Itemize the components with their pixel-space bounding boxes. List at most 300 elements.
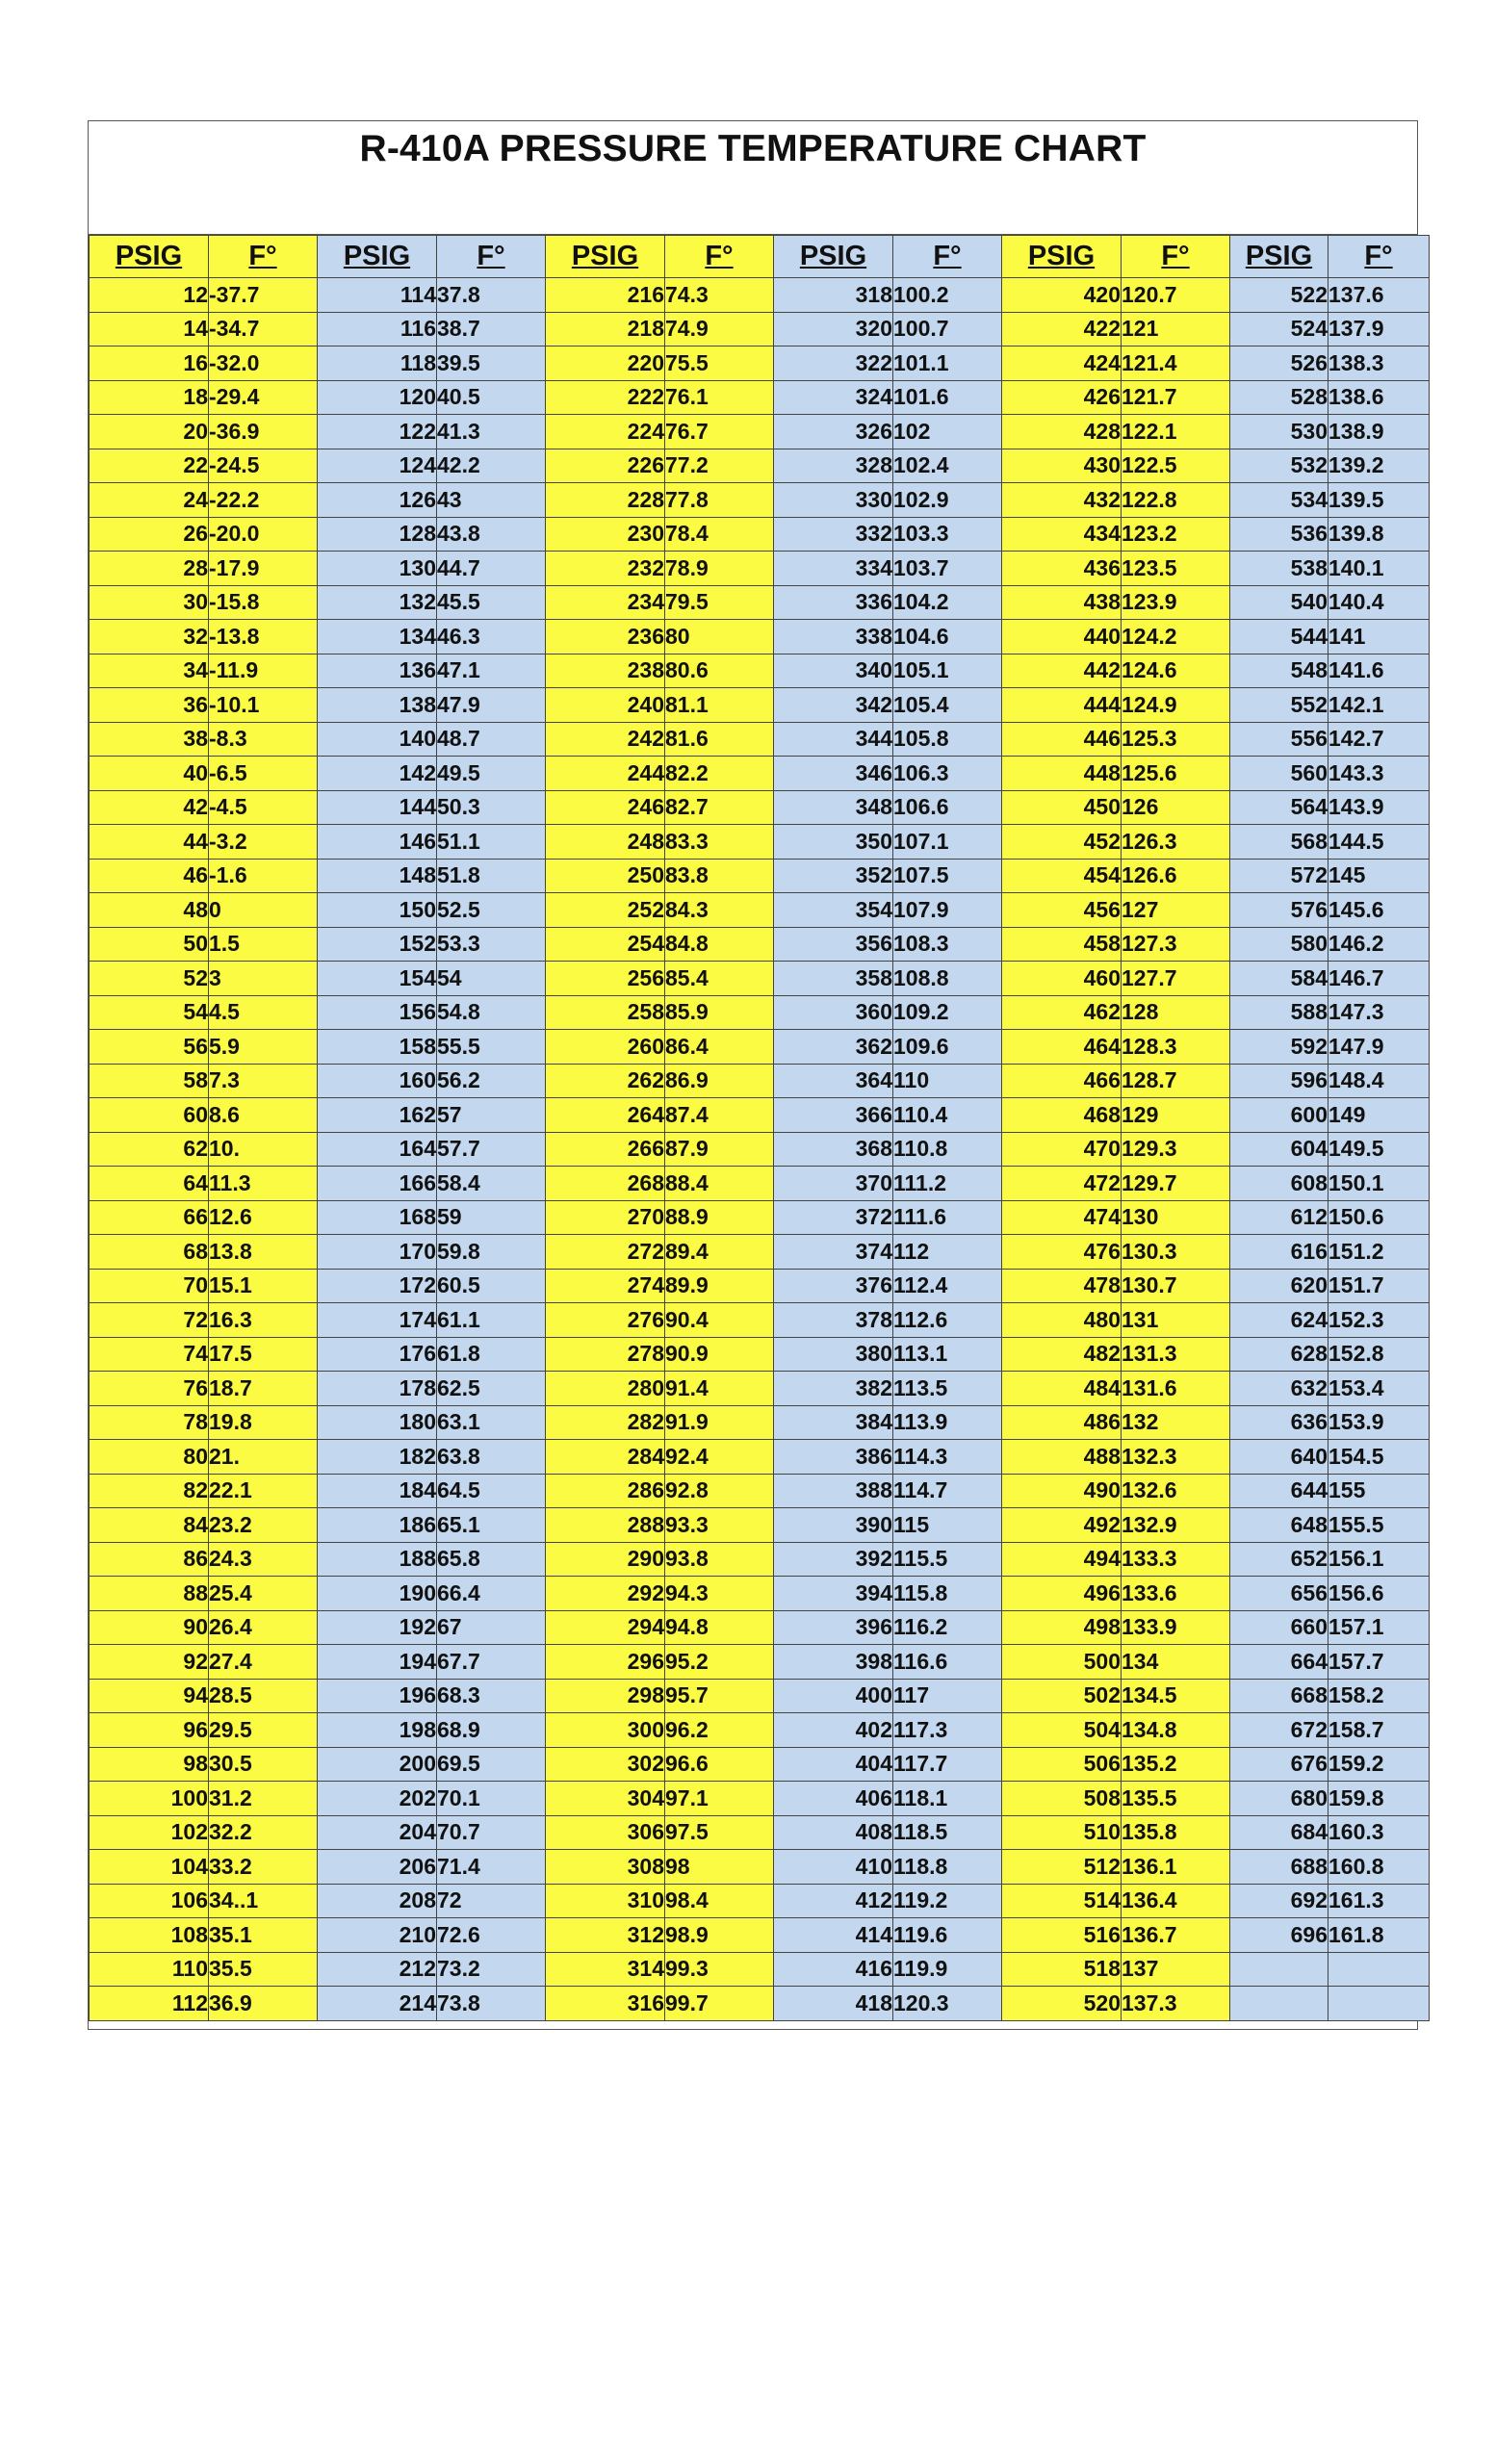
psig-cell: 592 [1230,1030,1328,1065]
psig-cell: 74 [90,1337,209,1372]
temperature-cell: 4.5 [209,995,318,1030]
table-row [90,517,1430,552]
psig-cell: 504 [1002,1713,1122,1748]
psig-cell: 660 [1230,1610,1328,1645]
table-row [90,1200,1430,1235]
psig-cell: 572 [1230,859,1328,893]
psig-cell: 140 [318,722,437,757]
temperature-cell: 25.4 [209,1577,318,1611]
temperature-cell: 31.2 [209,1782,318,1816]
temperature-cell: 129 [1122,1098,1230,1133]
temperature-cell: 132.9 [1122,1508,1230,1543]
psig-cell: 138 [318,688,437,723]
psig-cell: 480 [1002,1303,1122,1338]
psig-cell: 98 [90,1747,209,1782]
table-row [90,1918,1430,1953]
temperature-header: F° [665,236,774,278]
table-row [90,1850,1430,1885]
temperature-cell: 41.3 [437,415,546,449]
table-row [90,1782,1430,1816]
temperature-cell: 116.2 [893,1610,1002,1645]
temperature-cell: 153.4 [1328,1372,1430,1406]
psig-cell: 496 [1002,1577,1122,1611]
psig-cell: 210 [318,1918,437,1953]
table-body [90,278,1430,2021]
temperature-cell: 130 [1122,1200,1230,1235]
psig-cell: 162 [318,1098,437,1133]
temperature-cell: 105.8 [893,722,1002,757]
temperature-cell [1328,1987,1430,2021]
psig-cell: 154 [318,962,437,996]
psig-cell: 134 [318,620,437,654]
temperature-cell: 121 [1122,312,1230,346]
temperature-cell: 161.3 [1328,1884,1430,1918]
psig-cell: 116 [318,312,437,346]
psig-cell: 368 [774,1132,893,1167]
psig-cell: 310 [546,1884,665,1918]
psig-cell: 142 [318,757,437,791]
table-row [90,449,1430,483]
temperature-cell: 124.9 [1122,688,1230,723]
psig-cell: 78 [90,1405,209,1440]
temperature-cell: 103.7 [893,552,1002,586]
psig-cell: 588 [1230,995,1328,1030]
temperature-cell: 15.1 [209,1269,318,1303]
temperature-cell: -22.2 [209,483,318,518]
psig-cell: 192 [318,1610,437,1645]
temperature-cell: 147.3 [1328,995,1430,1030]
temperature-cell: 10. [209,1132,318,1167]
psig-cell: 350 [774,825,893,860]
psig-cell: 72 [90,1303,209,1338]
temperature-cell: 80.6 [665,654,774,688]
temperature-cell: 28.5 [209,1679,318,1713]
temperature-cell: 112 [893,1235,1002,1270]
temperature-cell: 161.8 [1328,1918,1430,1953]
table-row [90,1474,1430,1508]
psig-cell: 64 [90,1167,209,1201]
psig-cell: 420 [1002,278,1122,313]
temperature-cell: 127.3 [1122,927,1230,962]
psig-cell: 52 [90,962,209,996]
psig-cell: 148 [318,859,437,893]
table-row [90,585,1430,620]
psig-cell: 174 [318,1303,437,1338]
psig-cell: 94 [90,1679,209,1713]
temperature-cell: 81.6 [665,722,774,757]
temperature-cell: 82.7 [665,790,774,825]
psig-cell: 14 [90,312,209,346]
psig-cell: 450 [1002,790,1122,825]
table-row [90,859,1430,893]
temperature-cell: 88.9 [665,1200,774,1235]
psig-cell: 652 [1230,1542,1328,1577]
temperature-cell: 11.3 [209,1167,318,1201]
temperature-cell: 78.4 [665,517,774,552]
psig-cell: 186 [318,1508,437,1543]
table-row [90,1577,1430,1611]
table-row [90,1952,1430,1987]
temperature-cell: 138.6 [1328,380,1430,415]
psig-cell: 58 [90,1064,209,1098]
psig-cell: 454 [1002,859,1122,893]
psig-cell: 136 [318,654,437,688]
temperature-cell: 135.8 [1122,1815,1230,1850]
temperature-cell: 122.8 [1122,483,1230,518]
temperature-cell: 68.3 [437,1679,546,1713]
temperature-cell: 50.3 [437,790,546,825]
temperature-cell: 159.2 [1328,1747,1430,1782]
psig-cell: 356 [774,927,893,962]
temperature-cell: 149.5 [1328,1132,1430,1167]
psig-cell: 400 [774,1679,893,1713]
psig-cell: 494 [1002,1542,1122,1577]
temperature-cell: 69.5 [437,1747,546,1782]
psig-cell: 464 [1002,1030,1122,1065]
psig-cell: 270 [546,1200,665,1235]
psig-cell [1230,1952,1328,1987]
temperature-cell: 119.9 [893,1952,1002,1987]
psig-cell: 376 [774,1269,893,1303]
temperature-cell: -3.2 [209,825,318,860]
temperature-cell: 85.4 [665,962,774,996]
temperature-cell: 45.5 [437,585,546,620]
psig-cell: 298 [546,1679,665,1713]
psig-cell: 322 [774,346,893,381]
temperature-cell: 121.7 [1122,380,1230,415]
psig-cell: 452 [1002,825,1122,860]
psig-cell: 284 [546,1440,665,1475]
psig-cell: 170 [318,1235,437,1270]
temperature-cell: 1.5 [209,927,318,962]
temperature-cell: 38.7 [437,312,546,346]
temperature-cell: 112.4 [893,1269,1002,1303]
psig-cell: 280 [546,1372,665,1406]
temperature-cell: 0 [209,893,318,928]
temperature-cell: 110.4 [893,1098,1002,1133]
psig-cell: 294 [546,1610,665,1645]
psig-cell: 206 [318,1850,437,1885]
temperature-header: F° [1122,236,1230,278]
psig-cell: 160 [318,1064,437,1098]
table-row [90,790,1430,825]
temperature-cell: 158.7 [1328,1713,1430,1748]
psig-cell: 314 [546,1952,665,1987]
temperature-cell: 148.4 [1328,1064,1430,1098]
psig-cell: 44 [90,825,209,860]
temperature-cell: 24.3 [209,1542,318,1577]
psig-cell: 538 [1230,552,1328,586]
temperature-cell: 114.3 [893,1440,1002,1475]
psig-cell: 100 [90,1782,209,1816]
temperature-cell: 139.5 [1328,483,1430,518]
temperature-cell: 133.6 [1122,1577,1230,1611]
psig-header: PSIG [1230,236,1328,278]
psig-cell: 530 [1230,415,1328,449]
temperature-cell: 118.8 [893,1850,1002,1885]
psig-cell: 156 [318,995,437,1030]
psig-cell: 48 [90,893,209,928]
temperature-cell: -11.9 [209,654,318,688]
temperature-cell: 70.7 [437,1815,546,1850]
psig-cell: 600 [1230,1098,1328,1133]
temperature-cell: 131.3 [1122,1337,1230,1372]
temperature-cell: 97.1 [665,1782,774,1816]
temperature-cell: -1.6 [209,859,318,893]
psig-cell: 362 [774,1030,893,1065]
psig-cell: 568 [1230,825,1328,860]
psig-cell: 172 [318,1269,437,1303]
psig-cell: 76 [90,1372,209,1406]
temperature-cell: 143.9 [1328,790,1430,825]
temperature-cell: 152.3 [1328,1303,1430,1338]
temperature-cell: 100.7 [893,312,1002,346]
temperature-cell: 150.6 [1328,1200,1430,1235]
psig-cell: 318 [774,278,893,313]
temperature-header: F° [437,236,546,278]
psig-cell: 306 [546,1815,665,1850]
temperature-cell: 160.8 [1328,1850,1430,1885]
psig-cell: 680 [1230,1782,1328,1816]
temperature-cell: 128.7 [1122,1064,1230,1098]
psig-cell: 272 [546,1235,665,1270]
psig-cell: 62 [90,1132,209,1167]
temperature-cell: 67 [437,1610,546,1645]
temperature-cell: 112.6 [893,1303,1002,1338]
temperature-cell: -29.4 [209,380,318,415]
temperature-cell: 139.8 [1328,517,1430,552]
temperature-cell: 52.5 [437,893,546,928]
temperature-cell: 80 [665,620,774,654]
table-row [90,1542,1430,1577]
temperature-cell: 63.8 [437,1440,546,1475]
temperature-cell: 59.8 [437,1235,546,1270]
psig-cell: 194 [318,1645,437,1680]
psig-cell: 628 [1230,1337,1328,1372]
temperature-cell: 101.6 [893,380,1002,415]
table-row [90,757,1430,791]
psig-cell: 410 [774,1850,893,1885]
psig-cell: 640 [1230,1440,1328,1475]
temperature-cell: 30.5 [209,1747,318,1782]
psig-cell: 458 [1002,927,1122,962]
temperature-cell: -10.1 [209,688,318,723]
psig-cell: 68 [90,1235,209,1270]
table-row [90,415,1430,449]
table-row [90,1030,1430,1065]
temperature-cell: 123.2 [1122,517,1230,552]
temperature-cell: 86.9 [665,1064,774,1098]
psig-cell: 584 [1230,962,1328,996]
temperature-cell: 129.3 [1122,1132,1230,1167]
table-row [90,962,1430,996]
psig-cell: 132 [318,585,437,620]
psig-cell: 424 [1002,346,1122,381]
temperature-cell: 78.9 [665,552,774,586]
table-row [90,1610,1430,1645]
temperature-cell: 151.7 [1328,1269,1430,1303]
table-row [90,1440,1430,1475]
temperature-cell: 34..1 [209,1884,318,1918]
temperature-cell: 122.1 [1122,415,1230,449]
temperature-header: F° [1328,236,1430,278]
temperature-cell: 115 [893,1508,1002,1543]
psig-cell: 256 [546,962,665,996]
psig-cell: 88 [90,1577,209,1611]
psig-cell: 18 [90,380,209,415]
temperature-cell: 97.5 [665,1815,774,1850]
psig-cell [1230,1987,1328,2021]
psig-cell: 264 [546,1098,665,1133]
temperature-cell: 47.1 [437,654,546,688]
temperature-cell: 125.3 [1122,722,1230,757]
psig-cell: 118 [318,346,437,381]
temperature-cell: 99.3 [665,1952,774,1987]
psig-cell: 50 [90,927,209,962]
psig-cell: 130 [318,552,437,586]
psig-cell: 268 [546,1167,665,1201]
psig-cell: 276 [546,1303,665,1338]
temperature-cell: 134 [1122,1645,1230,1680]
psig-cell: 408 [774,1815,893,1850]
temperature-cell: 136.4 [1122,1884,1230,1918]
temperature-cell: 81.1 [665,688,774,723]
psig-cell: 24 [90,483,209,518]
temperature-cell: 145.6 [1328,893,1430,928]
psig-cell: 624 [1230,1303,1328,1338]
temperature-cell: 101.1 [893,346,1002,381]
temperature-cell: -37.7 [209,278,318,313]
table-row [90,654,1430,688]
psig-cell: 688 [1230,1850,1328,1885]
psig-cell: 36 [90,688,209,723]
psig-cell: 254 [546,927,665,962]
temperature-cell: 12.6 [209,1200,318,1235]
temperature-cell: 114.7 [893,1474,1002,1508]
psig-cell: 526 [1230,346,1328,381]
psig-header: PSIG [774,236,893,278]
temperature-cell: -8.3 [209,722,318,757]
psig-cell: 412 [774,1884,893,1918]
psig-cell: 242 [546,722,665,757]
psig-cell: 16 [90,346,209,381]
temperature-cell: 130.7 [1122,1269,1230,1303]
temperature-cell: 131 [1122,1303,1230,1338]
temperature-cell: 123.5 [1122,552,1230,586]
temperature-cell: 75.5 [665,346,774,381]
psig-header: PSIG [546,236,665,278]
psig-cell: 576 [1230,893,1328,928]
psig-cell: 236 [546,620,665,654]
psig-cell: 474 [1002,1200,1122,1235]
temperature-cell: 47.9 [437,688,546,723]
temperature-cell: 109.2 [893,995,1002,1030]
temperature-cell: 83.8 [665,859,774,893]
psig-cell: 22 [90,449,209,483]
psig-cell: 226 [546,449,665,483]
psig-cell: 260 [546,1030,665,1065]
table-row [90,346,1430,381]
temperature-cell: 13.8 [209,1235,318,1270]
table-row [90,825,1430,860]
psig-cell: 386 [774,1440,893,1475]
temperature-cell: 137 [1122,1952,1230,1987]
temperature-cell: 113.9 [893,1405,1002,1440]
temperature-cell: 108.3 [893,927,1002,962]
psig-cell: 308 [546,1850,665,1885]
temperature-cell: 133.3 [1122,1542,1230,1577]
psig-cell: 484 [1002,1372,1122,1406]
temperature-cell: 107.1 [893,825,1002,860]
temperature-cell: 60.5 [437,1269,546,1303]
temperature-cell: 77.2 [665,449,774,483]
temperature-cell: 74.3 [665,278,774,313]
temperature-cell: 139.2 [1328,449,1430,483]
psig-cell: 278 [546,1337,665,1372]
table-row [90,1987,1430,2021]
temperature-cell: 157.7 [1328,1645,1430,1680]
psig-cell: 182 [318,1440,437,1475]
psig-cell: 532 [1230,449,1328,483]
psig-cell: 104 [90,1850,209,1885]
psig-cell: 328 [774,449,893,483]
header-row [90,236,1430,278]
psig-cell: 616 [1230,1235,1328,1270]
psig-cell: 370 [774,1167,893,1201]
psig-cell: 288 [546,1508,665,1543]
table-row [90,688,1430,723]
table-row [90,1747,1430,1782]
temperature-cell: 35.1 [209,1918,318,1953]
psig-cell: 90 [90,1610,209,1645]
temperature-cell: 124.6 [1122,654,1230,688]
table-row [90,995,1430,1030]
psig-cell: 374 [774,1235,893,1270]
temperature-cell: 124.2 [1122,620,1230,654]
psig-cell: 460 [1002,962,1122,996]
temperature-cell: 146.2 [1328,927,1430,962]
temperature-cell: 59 [437,1200,546,1235]
temperature-cell: 98 [665,1850,774,1885]
psig-cell: 524 [1230,312,1328,346]
psig-cell: 152 [318,927,437,962]
temperature-cell: 134.8 [1122,1713,1230,1748]
psig-cell: 556 [1230,722,1328,757]
psig-cell: 70 [90,1269,209,1303]
psig-cell: 224 [546,415,665,449]
temperature-cell: 155.5 [1328,1508,1430,1543]
psig-cell: 202 [318,1782,437,1816]
psig-cell: 442 [1002,654,1122,688]
psig-cell: 668 [1230,1679,1328,1713]
table-row [90,1508,1430,1543]
temperature-cell: 141.6 [1328,654,1430,688]
psig-cell: 336 [774,585,893,620]
psig-cell: 238 [546,654,665,688]
psig-cell: 96 [90,1713,209,1748]
temperature-cell: 90.9 [665,1337,774,1372]
temperature-cell: 127 [1122,893,1230,928]
page-title: R-410A PRESSURE TEMPERATURE CHART [359,128,1147,169]
temperature-cell: 66.4 [437,1577,546,1611]
temperature-cell: 137.6 [1328,278,1430,313]
temperature-cell: 29.5 [209,1713,318,1748]
temperature-cell: 145 [1328,859,1430,893]
psig-cell: 212 [318,1952,437,1987]
temperature-cell: 106.6 [893,790,1002,825]
table-row [90,1098,1430,1133]
psig-cell: 514 [1002,1884,1122,1918]
